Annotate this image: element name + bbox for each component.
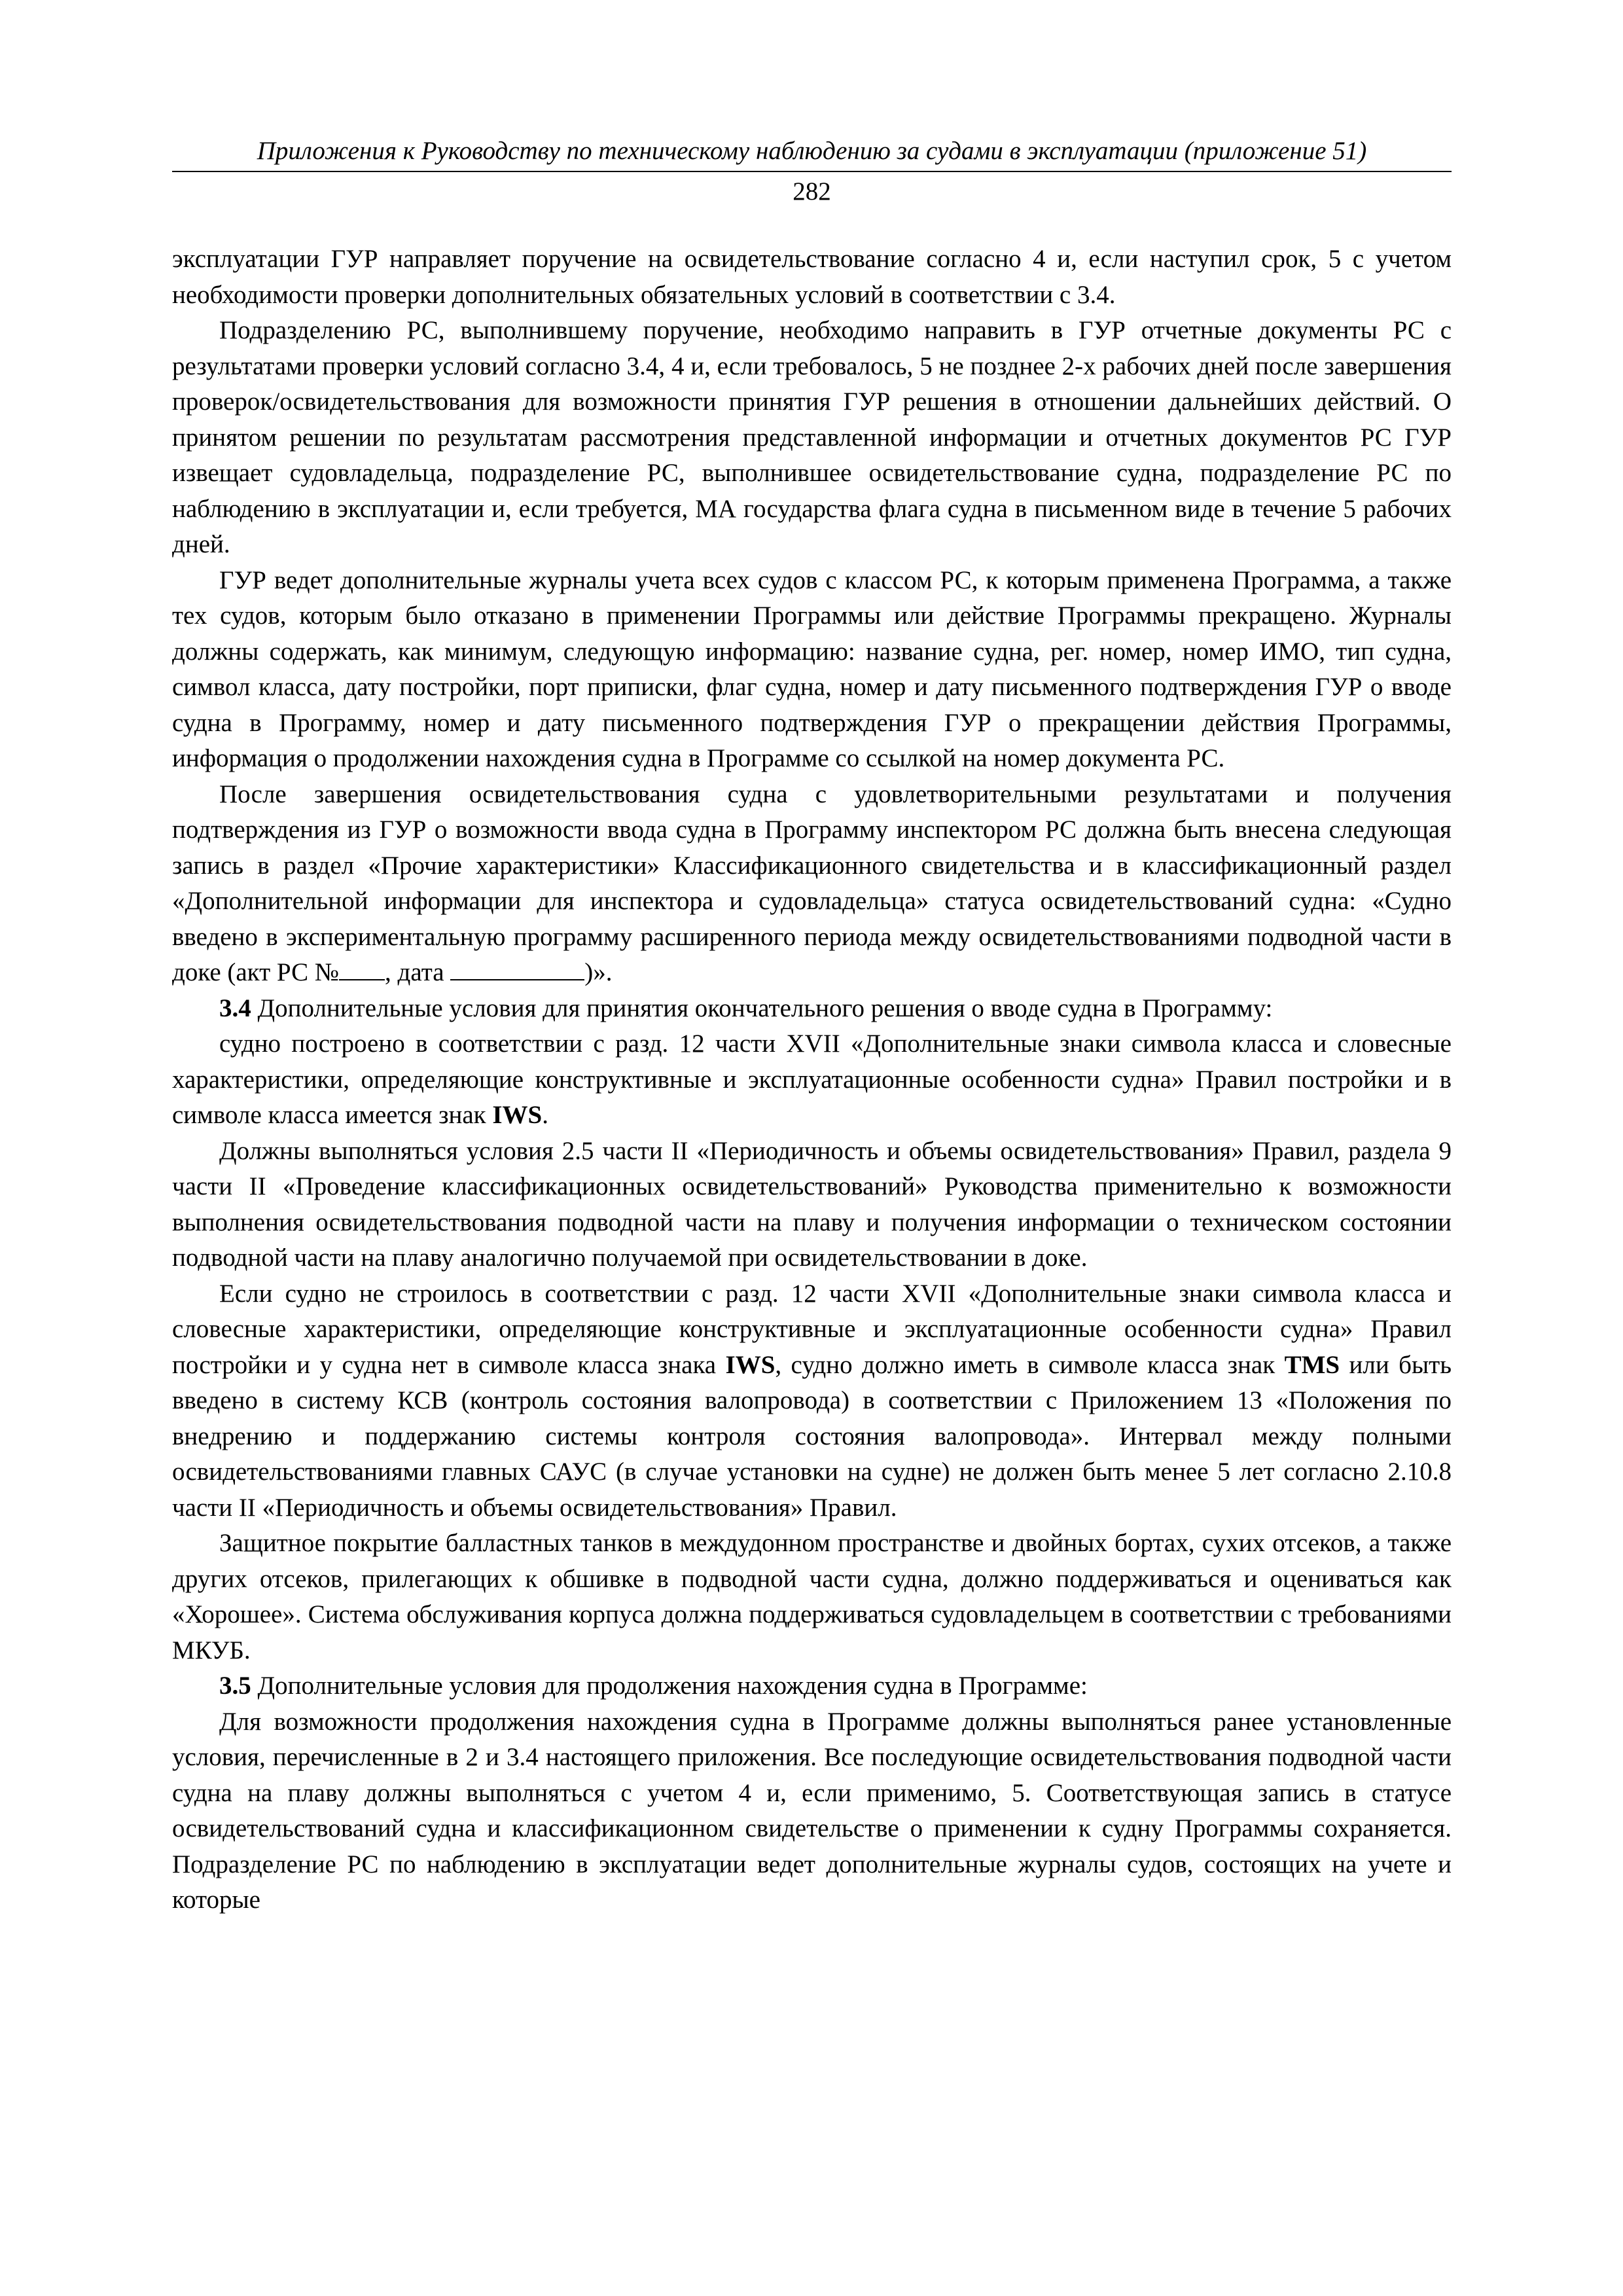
- paragraph-tms-condition: [172, 1276, 1452, 1526]
- paragraph-coating: Защитное покрытие балластных танков в междудонном пространстве и двойных бортах, сухих отсеков, а также других отсеков, прилегающих к обшивке в подводной части судна, должно поддерживаться и оцениваться как «Хорошее». Система обслуживания корпуса должна поддерживаться судовладельцем в соответствии с требованиями МКУБ.: [172, 1529, 1452, 1664]
- paragraph-report-documents: Подразделению РС, выполнившему поручение, необходимо направить в ГУР отчетные документы РС с результатами проверки условий согласно 3.4, 4 и, если требовалось, 5 не позднее 2-х рабочих дней после завершения проверок/освидетельствования для возможности принятия ГУР решения в отношении дальнейших действий. О принятом решении по результатам рассмотрения представленной информации и отчетных документов РС ГУР извещает судовладельца, подразделение РС, выполнившее освидетельствование судна, подразделение РС по наблюдению в эксплуатации и, если требуется, МА государства флага судна в письменном виде в течение 5 рабочих дней.: [172, 316, 1452, 558]
- act-number-blank: [339, 960, 385, 980]
- paragraph-continuation-conditions: Для возможности продолжения нахождения судна в Программе должны выполняться ранее установленные условия, перечисленные в 2 и 3.4 настоящего приложения. Все последующие освидетельствования подводной части судна на плаву должны выполняться с учетом 4 и, если применимо, 5. Соответствующая запись в статусе освидетельствований судна и классификационном свидетельстве о применении к судну Программы сохраняется. Подразделение РС по наблюдению в эксплуатации ведет дополнительные журналы судов, состоящих на учете и которые: [172, 1707, 1452, 1914]
- tms-text-b: , судно должно иметь в символе класса знак: [775, 1350, 1285, 1379]
- running-header: Приложения к Руководству по техническому наблюдению за судами в эксплуатации (приложение 51): [172, 134, 1452, 172]
- tms-mark: TMS: [1284, 1350, 1340, 1379]
- section-number: 3.5: [219, 1672, 251, 1700]
- body-text: [172, 242, 1452, 1918]
- page-number: 282: [793, 177, 831, 206]
- record-entry-text: После завершения освидетельствования судна с удовлетворительными результатами и получения подтверждения из ГУР о возможности ввода судна в Программу инспектором РС должна быть внесена следующая запись в раздел «Прочие характеристики» Классификационного свидетельства и в классификационный раздел «Дополнительной информации для инспектора и судовладельца» статуса освидетельствований судна: «Судно введено в экспериментальную программу расширенного периода между освидетельствованиями подводной части в доке (акт РС №: [172, 780, 1452, 986]
- section-3-5-heading: [172, 1668, 1452, 1704]
- iws-condition-end: .: [542, 1101, 548, 1129]
- paragraph-iws-condition: [172, 1026, 1452, 1134]
- section-title: Дополнительные условия для продолжения нахождения судна в Программе:: [251, 1672, 1088, 1700]
- section-number: 3.4: [219, 994, 251, 1022]
- iws-mark-2: IWS: [725, 1350, 776, 1379]
- record-entry-date-label: , дата: [385, 958, 444, 986]
- paragraph-survey-conditions: Должны выполняться условия 2.5 части II «Периодичность и объемы освидетельствования» Правил, раздела 9 части II «Проведение классификационных освидетельствований» Руководства применительно к возможности выполнения освидетельствования подводной части на плаву и получения информации о техническом состоянии подводной части на плаву аналогично получаемой при освидетельствовании в доке.: [172, 1136, 1452, 1272]
- act-date-blank: [450, 960, 584, 980]
- tms-text-a: Если судно не строилось в соответствии с разд. 12 части XVII «Дополнительные знаки символа класса и словесные характеристики, определяющие конструктивные и эксплуатационные особенности судна» Правил постройки и у судна нет в символе класса знака: [172, 1279, 1452, 1379]
- iws-condition-text: судно построено в соответствии с разд. 12 части XVII «Дополнительные знаки символа класса и словесные характеристики, определяющие конструктивные и эксплуатационные особенности судна» Правил постройки и в символе класса имеется знак: [172, 1030, 1452, 1129]
- document-page: [172, 134, 1452, 1918]
- paragraph-record-entry: [172, 777, 1452, 991]
- iws-mark: IWS: [492, 1101, 543, 1129]
- record-entry-close: )».: [584, 958, 613, 986]
- section-3-4-heading: [172, 991, 1452, 1027]
- paragraph-logs: ГУР ведет дополнительные журналы учета всех судов с классом РС, к которым применена Программа, а также тех судов, которым было отказано в применении Программы или действие Программы прекращено. Журналы должны содержать, как минимум, следующую информацию: название судна, рег. номер, номер ИМО, тип судна, символ класса, дату постройки, порт приписки, флаг судна, номер и дату письменного подтверждения ГУР о вводе судна в Программу, номер и дату письменного подтверждения ГУР о прекращении действия Программы, информация о продолжении нахождения судна в Программе со ссылкой на номер документа РС.: [172, 565, 1452, 772]
- tms-text-c: или быть введено в систему КСВ (контроль состояния валопровода) в соответствии с Приложением 13 «Положения по внедрению и поддержанию системы контроля состояния валопровода». Интервал между полными освидетельствованиями главных САУС (в случае установки на судне) не должен быть менее 5 лет согласно 2.10.8 части II «Периодичность и объемы освидетельствования» Правил.: [172, 1350, 1452, 1522]
- paragraph-continuation: эксплуатации ГУР направляет поручение на освидетельствование согласно 4 и, если наступил срок, 5 с учетом необходимости проверки дополнительных обязательных условий в соответствии с 3.4.: [172, 245, 1452, 309]
- section-title: Дополнительные условия для принятия окончательного решения о вводе судна в Программу:: [251, 994, 1273, 1022]
